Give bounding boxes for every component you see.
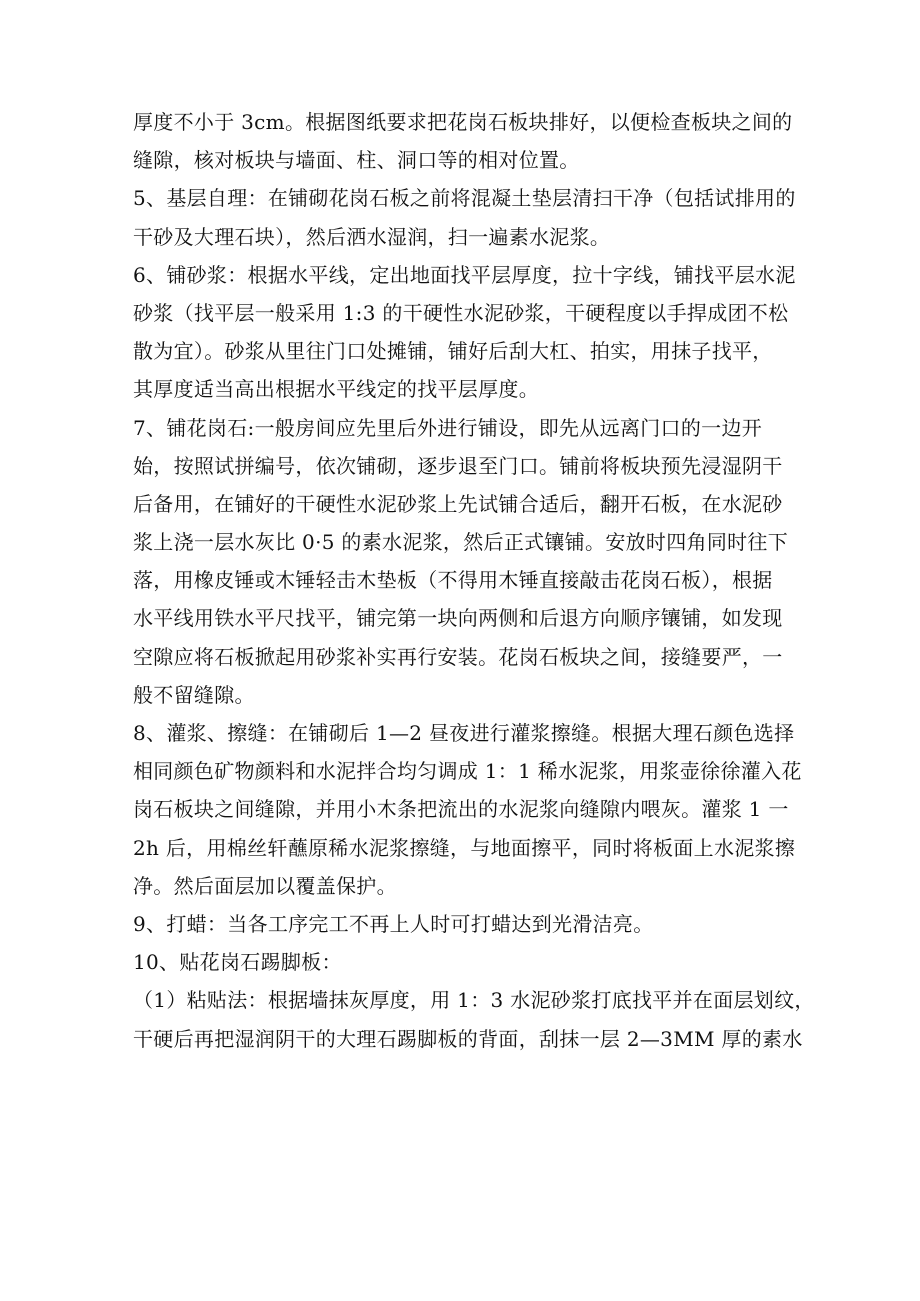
- text-line: 缝隙，核对板块与墙面、柱、洞口等的相对位置。: [133, 148, 580, 173]
- text-line: 5、基层自理：在铺砌花岗石板之前将混凝土垫层清扫干净（包括试排用的: [133, 186, 796, 211]
- text-line: 厚度不小于 3cm。根据图纸要求把花岗石板块排好，以便检查板块之间的: [133, 110, 793, 134]
- text-line: 相同颜色矿物颜料和水泥拌合均匀调成 1：1 稀水泥浆，用浆壶徐徐灌入花: [133, 759, 802, 784]
- text-line: 6、铺砂浆：根据水平线，定出地面找平层厚度，拉十字线，铺找平层水泥: [133, 262, 796, 287]
- text-line: 落，用橡皮锤或木锤轻击木垫板（不得用木锤直接敲击花岗石板），根据: [133, 568, 773, 593]
- text-line: 9、打蜡：当各工序完工不再上人时可打蜡达到光滑洁亮。: [133, 911, 654, 936]
- text-line: 砂浆（找平层一般采用 1:3 的干硬性水泥砂浆，干硬程度以手捍成团不松: [133, 300, 789, 325]
- text-line: 10、贴花岗石踢脚板：: [133, 950, 342, 975]
- text-line: 干硬后再把湿润阴干的大理石踢脚板的背面，刮抹一层 2—3MM 厚的素水: [133, 1026, 803, 1051]
- text-line: 其厚度适当高出根据水平线定的找平层厚度。: [133, 377, 539, 402]
- text-line: 岗石板块之间缝隙，并用小木条把流出的水泥浆向缝隙内喂灰。灌浆 1 一: [133, 797, 789, 822]
- text-line: 2h 后，用棉丝轩蘸原稀水泥浆擦缝，与地面擦平，同时将板面上水泥浆擦: [133, 835, 796, 860]
- text-line: 干砂及大理石块），然后洒水湿润，扫一遍素水泥浆。: [133, 224, 611, 249]
- text-line: 7、铺花岗石:一般房间应先里后外进行铺设，即先从远离门口的一边开: [133, 415, 763, 440]
- text-line: 始，按照试拼编号，依次铺砌，逐步退至门口。铺前将板块预先浸湿阴干: [133, 453, 783, 478]
- text-line: 空隙应将石板掀起用砂浆补实再行安装。花岗石板块之间，接缝要严，一: [133, 644, 783, 669]
- text-line: 水平线用铁水平尺找平，铺完第一块向两侧和后退方向顺序镶铺，如发现: [133, 606, 783, 631]
- text-line: 浆上浇一层水灰比 0·5 的素水泥浆，然后正式镶铺。安放时四角同时往下: [133, 530, 789, 555]
- text-line: 8、灌浆、擦缝：在铺砌后 1—2 昼夜进行灌浆擦缝。根据大理石颜色选择: [133, 721, 795, 745]
- text-line: （1）粘贴法：根据墙抹灰厚度，用 1：3 水泥砂浆打底找平并在面层划纹，: [133, 988, 815, 1013]
- text-line: 后备用，在铺好的干硬性水泥砂浆上先试铺合适后，翻开石板，在水泥砂: [133, 491, 783, 516]
- text-line: 散为宜）。砂浆从里往门口处摊铺，铺好后刮大杠、拍实，用抹子找平，: [133, 339, 773, 364]
- body-text: [133, 103, 815, 1058]
- text-line: 般不留缝隙。: [133, 682, 255, 707]
- text-line: 净。然后面层加以覆盖保护。: [133, 873, 397, 898]
